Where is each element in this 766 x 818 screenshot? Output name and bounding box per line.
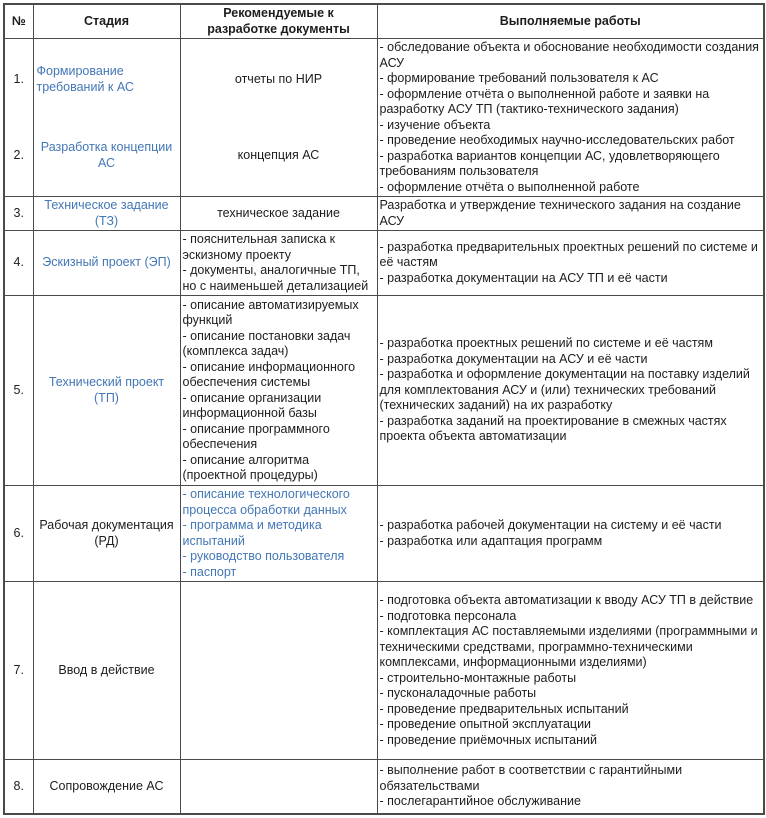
work-item: Разработка и утверждение технического задания на создание АСУ (379, 198, 741, 228)
docs-cell (180, 582, 377, 760)
work-item: - разработка предварительных проектных решений по системе и её частям (379, 239, 758, 270)
stage-link[interactable]: Технический проект (ТП) (33, 296, 180, 486)
doc-link[interactable]: - описание технологического процесса обработки данных (182, 487, 350, 517)
doc-link[interactable]: - программа и методика испытаний (182, 518, 322, 548)
docs-list (183, 232, 375, 294)
works-cell (377, 582, 764, 760)
docs-cell (180, 760, 377, 814)
work-item: - разработка документации на АСУ и её части (379, 351, 648, 366)
work-item: - строительно-монтажные работы (379, 670, 577, 685)
work-item: - оформление отчёта о выполненной работе и заявки на разработку АСУ ТП (тактико-технического задания) (379, 86, 710, 116)
row-number: 1. (13, 71, 24, 86)
doc-item: - описание автоматизируемых функций (182, 297, 359, 327)
work-item: - изучение объекта (379, 117, 491, 132)
col-header-docs (180, 4, 377, 39)
doc-link[interactable]: - паспорт (182, 564, 237, 579)
work-item: - проведение опытной эксплуатации (379, 717, 592, 731)
work-item: - разработка документации на АСУ ТП и её части (379, 270, 668, 285)
docs-cell (180, 486, 377, 582)
works-cell (377, 197, 764, 231)
docs-list (183, 298, 375, 484)
doc-item: - описание информационного обеспечения системы (182, 359, 356, 389)
works-list (380, 593, 762, 748)
docs-list (183, 206, 375, 222)
works-cell (377, 39, 764, 197)
doc-item: техническое задание (217, 205, 340, 220)
row-number-cell (4, 39, 33, 197)
docs-cell (180, 39, 377, 197)
doc-item: - пояснительная записка к эскизному проекту (182, 232, 336, 262)
work-item: - проведение приёмочных испытаний (379, 732, 597, 747)
table-row-4 (4, 231, 764, 296)
row-number: 8. (4, 760, 33, 814)
table-row-8 (4, 760, 764, 814)
row-number: 7. (4, 582, 33, 760)
col-header-stage: Стадия (33, 4, 180, 39)
works-list (380, 240, 762, 287)
works-list (380, 518, 762, 549)
doc-item: - документы, аналогичные ТП, но с наименьшей детализацией (182, 263, 369, 293)
stage-link[interactable]: Формирование требований к АС (36, 64, 134, 94)
work-item: - разработка и оформление документации на поставку изделий для комплектования АСУ и (или) технических требований (технических заданий) на их разработку (379, 367, 750, 413)
work-item: - выполнение работ в соответствии с гарантийными обязательствами (379, 763, 683, 793)
stage-link[interactable]: Эскизный проект (ЭП) (33, 231, 180, 296)
row-number: 3. (4, 197, 33, 231)
row-number: 6. (4, 486, 33, 582)
work-item: - разработка рабочей документации на систему и её части (379, 518, 722, 532)
stages-table (3, 3, 765, 815)
work-item: - пусконаладочные работы (379, 686, 537, 700)
works-cell (377, 486, 764, 582)
works-cell (377, 760, 764, 814)
doc-item: - описание организации информационной базы (182, 390, 322, 420)
row-number: 5. (4, 296, 33, 486)
table-row-5 (4, 296, 764, 486)
doc-item: концепция АС (237, 147, 320, 162)
work-item: - подготовка объекта автоматизации к вводу АСУ ТП в действие (379, 593, 754, 607)
works-list (380, 40, 762, 195)
docs-cell (180, 296, 377, 486)
table-row-1-2 (4, 39, 764, 197)
work-item: - послегарантийное обслуживание (379, 794, 581, 808)
works-list (380, 198, 762, 229)
docs-list (183, 487, 375, 580)
docs-cell (180, 197, 377, 231)
stage-label: Рабочая документация (РД) (33, 486, 180, 582)
col-header-num: № (4, 4, 33, 39)
doc-item: - описание постановки задач (комплекса задач) (182, 328, 351, 358)
doc-item: - описание алгоритма (проектной процедуры) (182, 452, 318, 482)
col-header-docs-label: Рекомендуемые к разработке документы (207, 6, 350, 36)
work-item: - разработка или адаптация программ (379, 533, 603, 548)
table-row-6 (4, 486, 764, 582)
work-item: - разработка вариантов концепции АС, удовлетворяющего требованиям пользователя (379, 148, 720, 178)
table-row-3 (4, 197, 764, 231)
doc-item: отчеты по НИР (234, 71, 323, 86)
work-item: - разработка заданий на проектирование в смежных частях проекта объекта автоматизации (379, 413, 727, 444)
doc-link[interactable]: - руководство пользователя (182, 549, 345, 563)
stage-label: Сопровождение АС (33, 760, 180, 814)
col-header-works: Выполняемые работы (377, 4, 764, 39)
doc-item: - описание программного обеспечения (182, 421, 330, 451)
work-item: - оформление отчёта о выполненной работе (379, 179, 640, 194)
stage-link[interactable]: Разработка концепции АС (40, 140, 173, 170)
work-item: - обследование объекта и обоснование необходимости создания АСУ (379, 40, 759, 70)
work-item: - проведение предварительных испытаний (379, 701, 629, 716)
work-item: - комплектация АС поставляемыми изделиями (программными и техническими средствами, программно-техническими комплексами, информационными изделиями) (379, 624, 758, 669)
docs-cell (180, 231, 377, 296)
work-item: - подготовка персонала (379, 608, 517, 623)
work-item: - формирование требований пользователя к АС (379, 71, 659, 85)
row-number: 4. (4, 231, 33, 296)
works-cell (377, 231, 764, 296)
work-item: - проведение необходимых научно-исследовательских работ (379, 133, 735, 147)
work-item: - разработка проектных решений по системе и её частям (379, 336, 713, 351)
stage-cell (33, 39, 180, 197)
row-number: 2. (13, 147, 24, 162)
stage-link[interactable]: Техническое задание (ТЗ) (33, 197, 180, 231)
table-row-7 (4, 582, 764, 760)
works-cell (377, 296, 764, 486)
works-list (380, 336, 762, 445)
header-row (4, 4, 764, 39)
works-list (380, 763, 762, 810)
stage-label: Ввод в действие (33, 582, 180, 760)
